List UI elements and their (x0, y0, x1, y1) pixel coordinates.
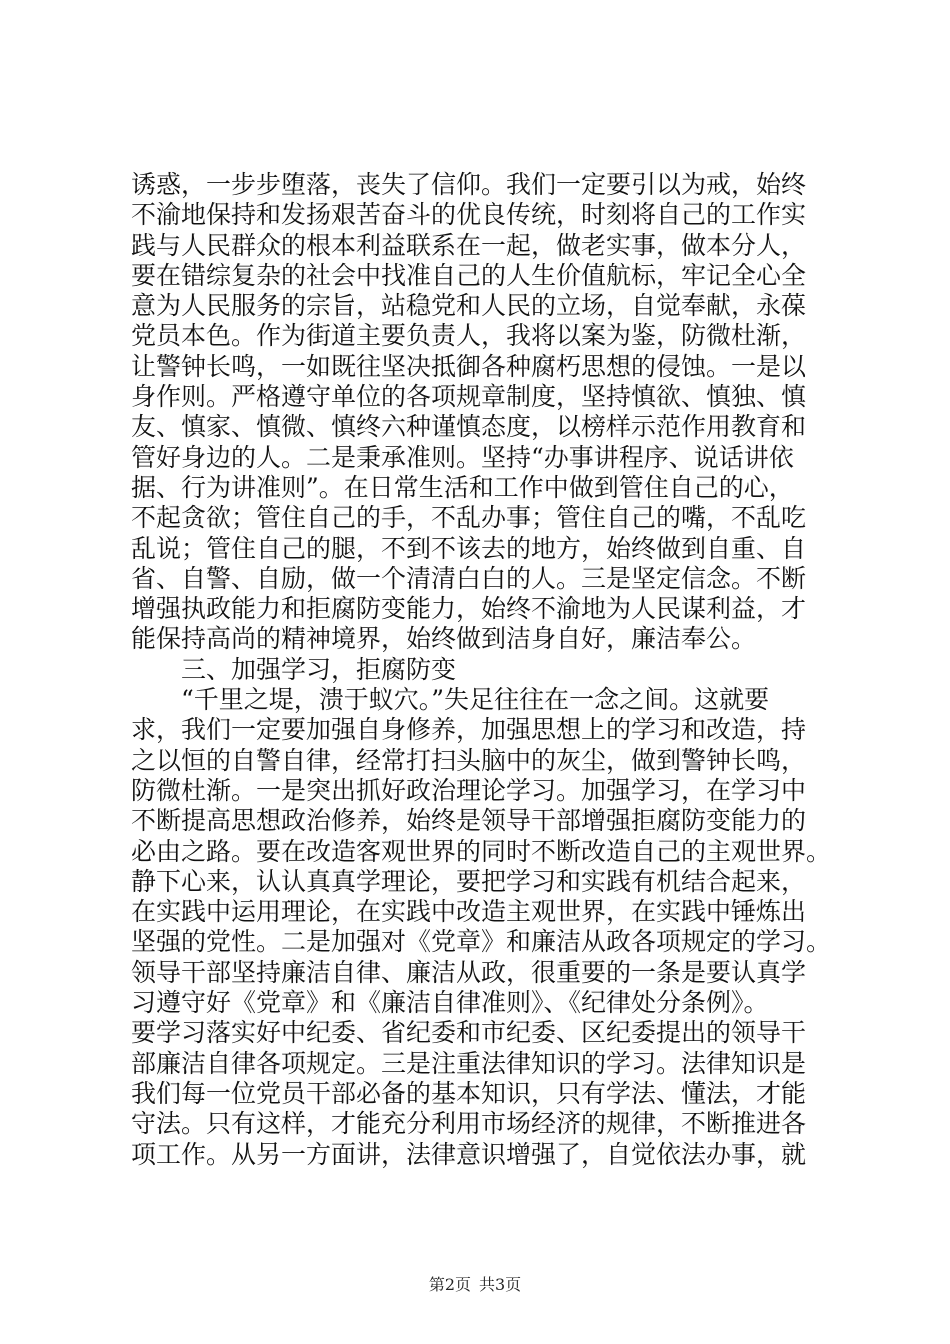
text-line-15: 增强执政能力和拒腐防变能力，始终不渝地为人民谋利益，才 (131, 594, 807, 624)
text-line-20: 防微杜渐。一是突出抓好政治理论学习。加强学习，在学习中 (131, 775, 807, 805)
document-body (131, 170, 831, 1170)
text-line-6: 党员本色。作为街道主要负责人，我将以案为鉴，防微杜渐， (131, 321, 807, 351)
text-line-16: 能保持高尚的精神境界，始终做到洁身自好，廉洁奉公。 (131, 624, 757, 654)
text-line-8: 身作则。严格遵守单位的各项规章制度，坚持慎欲、慎独、慎 (131, 382, 807, 412)
section-heading: 三、加强学习，拒腐防变 (181, 654, 457, 684)
text-line-4: 要在错综复杂的社会中找准自己的人生价值航标，牢记全心全 (131, 260, 807, 290)
text-line-18: 求，我们一定要加强自身修养，加强思想上的学习和改造，持 (131, 715, 807, 745)
text-line-24: 在实践中运用理论，在实践中改造主观世界，在实践中锤炼出 (131, 897, 807, 927)
text-line-19: 之以恒的自警自律，经常打扫头脑中的灰尘，做到警钟长鸣， (131, 745, 807, 775)
text-line-30: 我们每一位党员干部必备的基本知识，只有学法、懂法，才能 (131, 1078, 807, 1108)
page-footer (0, 1275, 950, 1295)
text-line-1: 诱惑，一步步堕落，丧失了信仰。我们一定要引以为戒，始终 (131, 170, 807, 199)
text-line-21: 不断提高思想政治修养，始终是领导干部增强拒腐防变能力的 (131, 806, 807, 836)
page-total: 共3页 (479, 1275, 522, 1294)
text-line-25: 坚强的党性。二是加强对《党章》和廉洁从政各项规定的学习。 (131, 927, 832, 957)
text-line-26: 领导干部坚持廉洁自律、廉洁从政，很重要的一条是要认真学 (131, 957, 807, 987)
text-line-10: 管好身边的人。二是秉承准则。坚持“办事讲程序、说话讲依 (131, 442, 794, 472)
text-line-28: 要学习落实好中纪委、省纪委和市纪委、区纪委提出的领导干 (131, 1018, 807, 1048)
text-line-7: 让警钟长鸣，一如既往坚决抵御各种腐朽思想的侵蚀。一是以 (131, 351, 807, 381)
text-line-3: 践与人民群众的根本利益联系在一起，做老实事，做本分人， (131, 230, 807, 260)
text-line-27: 习遵守好《党章》和《廉洁自律准则》、《纪律处分条例》。 (131, 988, 769, 1018)
text-line-29: 部廉洁自律各项规定。三是注重法律知识的学习。法律知识是 (131, 1048, 807, 1078)
text-line-2: 不渝地保持和发扬艰苦奋斗的优良传统，时刻将自己的工作实 (131, 200, 807, 230)
text-line-14: 省、自警、自励，做一个清清白白的人。三是坚定信念。不断 (131, 563, 807, 593)
page-number: 第2页 (428, 1275, 471, 1294)
text-line-23: 静下心来，认认真真学理论，要把学习和实践有机结合起来， (131, 866, 807, 896)
text-line-13: 乱说；管住自己的腿，不到不该去的地方，始终做到自重、自 (131, 533, 807, 563)
paragraph-first-line: “千里之堤，溃于蚁穴。”失足往往在一念之间。这就要 (181, 685, 770, 715)
text-line-11: 据、行为讲准则”。在日常生活和工作中做到管住自己的心， (131, 472, 794, 502)
text-line-9: 友、慎家、慎微、慎终六种谨慎态度，以榜样示范作用教育和 (131, 412, 807, 442)
text-line-31: 守法。只有这样，才能充分利用市场经济的规律，不断推进各 (131, 1109, 807, 1139)
text-line-12: 不起贪欲；管住自己的手，不乱办事；管住自己的嘴，不乱吃 (131, 503, 807, 533)
text-line-5: 意为人民服务的宗旨，站稳党和人民的立场，自觉奉献，永葆 (131, 291, 807, 321)
text-line-22: 必由之路。要在改造客观世界的同时不断改造自己的主观世界。 (131, 836, 832, 866)
text-line-32: 项工作。从另一方面讲，法律意识增强了，自觉依法办事，就 (131, 1139, 807, 1169)
